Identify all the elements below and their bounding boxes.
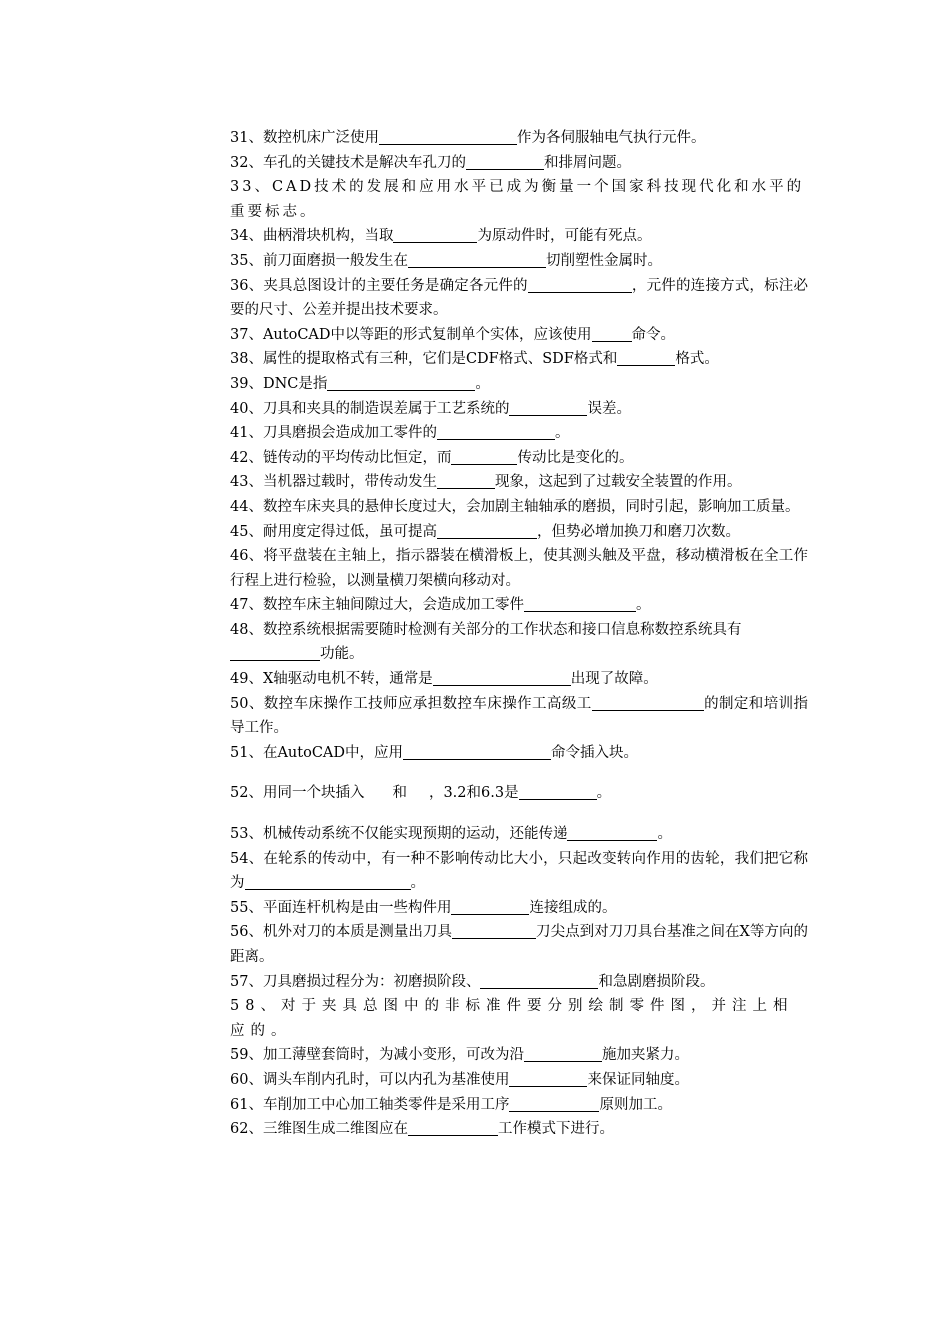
question-40: 40、刀具和夹具的制造误差属于工艺系统的 误差。 [230, 400, 631, 417]
answer-blank[interactable] [480, 972, 598, 989]
question-37: 37、AutoCAD中以等距的形式复制单个实体，应该使用 命令。 [230, 326, 676, 343]
question-61: 61、车削加工中心加工轴类零件是采用工序 原则加工。 [230, 1096, 672, 1113]
answer-blank[interactable] [451, 898, 529, 915]
answer-blank[interactable] [466, 153, 544, 170]
answer-blank[interactable] [245, 873, 411, 890]
question-62: 62、三维图生成二维图应在 工作模式下进行。 [230, 1121, 614, 1138]
question-41: 41、刀具磨损会造成加工零件的 。 [230, 425, 570, 442]
answer-blank[interactable] [519, 783, 597, 800]
question-51: 51、在AutoCAD中，应用 命令插入块。 [230, 744, 639, 761]
question-43: 43、当机器过载时，带传动发生 现象，这起到了过载安全装置的作用。 [230, 474, 742, 491]
question-33: 33、CAD技术的发展和应用水平已成为衡量一个国家科技现代化和水平的重要标志。 [230, 179, 805, 220]
question-52: 52、用同一个块插入 和 ，3.2和6.3是 。 [230, 785, 612, 802]
answer-blank[interactable] [617, 349, 675, 366]
answer-blank[interactable] [433, 669, 571, 686]
question-34: 34、曲柄滑块机构，当取 为原动件时，可能有死点。 [230, 228, 652, 245]
answer-blank[interactable] [592, 325, 632, 342]
question-45: 45、耐用度定得过低，虽可提高 ，但势必增加换刀和磨刀次数。 [230, 523, 740, 540]
question-54: 54、在轮系的传动中，有一种不影响传动比大小，只起改变转向作用的齿轮，我们把它称为 。 [230, 850, 808, 892]
question-35: 35、前刀面磨损一般发生在 切削塑性金属时。 [230, 252, 662, 269]
answer-blank[interactable] [592, 694, 704, 711]
answer-blank[interactable] [437, 522, 537, 539]
question-42: 42、链传动的平均传动比恒定，而 传动比是变化的。 [230, 449, 634, 466]
answer-blank[interactable] [528, 276, 632, 293]
question-39: 39、DNC是指 。 [230, 375, 490, 392]
answer-blank[interactable] [524, 595, 636, 612]
question-46: 46、将平盘装在主轴上，指示器装在横滑板上，使其测头触及平盘，移动横滑板在全工作行程上进行检验，以测量横刀架横向移动对。 [230, 548, 808, 589]
answer-blank[interactable] [509, 399, 587, 416]
answer-blank[interactable] [524, 1045, 602, 1062]
question-list [230, 126, 808, 1142]
answer-blank[interactable] [327, 374, 475, 391]
answer-blank[interactable] [408, 251, 546, 268]
question-53: 53、机械传动系统不仅能实现预期的运动，还能传递 。 [230, 826, 672, 843]
question-49: 49、X轴驱动电机不转，通常是 出现了故障。 [230, 671, 658, 688]
question-36: 36、夹具总图设计的主要任务是确定各元件的 ，元件的连接方式，标注必要的尺寸、公差并提出技术要求。 [230, 277, 809, 319]
question-48: 48、数控系统根据需要随时检测有关部分的工作状态和接口信息称数控系统具有 功能。 [230, 621, 742, 663]
answer-blank[interactable] [437, 423, 555, 440]
answer-blank[interactable] [567, 824, 657, 841]
answer-blank[interactable] [408, 1119, 498, 1136]
answer-blank[interactable] [393, 226, 477, 243]
answer-blank[interactable] [451, 448, 517, 465]
answer-blank[interactable] [230, 644, 320, 661]
question-59: 59、加工薄壁套筒时，为减小变形，可改为沿 施加夹紧力。 [230, 1047, 689, 1064]
question-50: 50、数控车床操作工技师应承担数控车床操作工高级工 的制定和培训指导工作。 [230, 695, 809, 737]
question-47: 47、数控车床主轴间隙过大，会造成加工零件 。 [230, 597, 651, 614]
question-57: 57、刀具磨损过程分为：初磨损阶段、 和急剧磨损阶段。 [230, 973, 715, 990]
answer-blank[interactable] [403, 743, 551, 760]
question-56: 56、机外对刀的本质是测量出刀具 刀尖点到对刀刀具台基准之间在X等方向的距离。 [230, 924, 809, 965]
question-38: 38、属性的提取格式有三种，它们是CDF格式、SDF格式和 格式。 [230, 351, 719, 368]
question-32: 32、车孔的关键技术是解决车孔刀的 和排屑问题。 [230, 154, 631, 171]
answer-blank[interactable] [452, 922, 536, 939]
question-55: 55、平面连杆机构是由一些构件用 连接组成的。 [230, 899, 617, 916]
question-60: 60、调头车削内孔时，可以内孔为基准使用 来保证同轴度。 [230, 1071, 689, 1088]
answer-blank[interactable] [509, 1070, 587, 1087]
question-44: 44、数控车床夹具的悬伸长度过大，会加剧主轴轴承的磨损，同时引起，影响加工质量。 [230, 498, 800, 515]
question-58: 58、对于夹具总图中的非标准件要分别绘制零件图，并注上相应的。 [230, 998, 794, 1039]
answer-blank[interactable] [437, 472, 495, 489]
answer-blank[interactable] [509, 1095, 599, 1112]
answer-blank[interactable] [379, 128, 517, 145]
question-31: 31、数控机床广泛使用 作为各伺服轴电气执行元件。 [230, 130, 706, 146]
